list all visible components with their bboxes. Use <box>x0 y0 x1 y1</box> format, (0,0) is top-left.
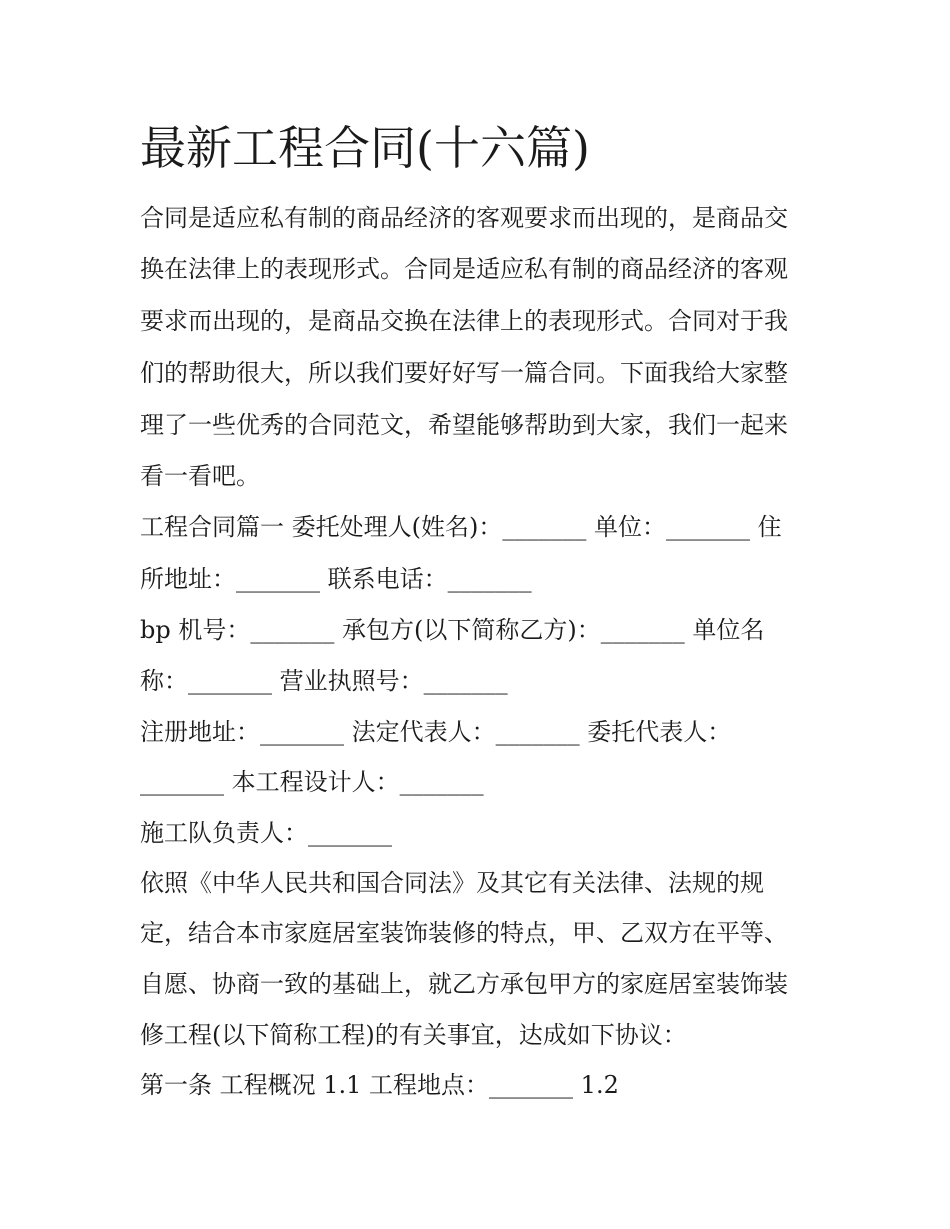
intro-line: 看一看吧。 <box>140 462 260 490</box>
party-line: 工程合同篇一 委托处理人(姓名)：_______ 单位：_______ 住 <box>140 513 782 541</box>
basis-line: 依照《中华人民共和国合同法》及其它有关法律、法规的规 <box>140 869 764 897</box>
document-title: 最新工程合同(十六篇) <box>140 121 590 175</box>
basis-line: 定，结合本市家庭居室装饰装修的特点，甲、乙双方在平等、 <box>140 919 788 947</box>
intro-line: 理了一些优秀的合同范文，希望能够帮助到大家，我们一起来 <box>140 411 788 439</box>
party-line: 称：_______ 营业执照号：_______ <box>140 667 508 695</box>
basis-line: 自愿、协商一致的基础上，就乙方承包甲方的家庭居室装饰装 <box>140 970 788 998</box>
intro-line: 要求而出现的，是商品交换在法律上的表现形式。合同对于我 <box>140 307 788 335</box>
intro-line: 们的帮助很大，所以我们要好好写一篇合同。下面我给大家整 <box>140 359 788 387</box>
article-one-line: 第一条 工程概况 1.1 工程地点：_______ 1.2 <box>140 1071 619 1099</box>
party-line: _______ 本工程设计人：_______ <box>140 768 484 796</box>
intro-line: 合同是适应私有制的商品经济的客观要求而出现的，是商品交 <box>140 204 788 232</box>
intro-line: 换在法律上的表现形式。合同是适应私有制的商品经济的客观 <box>140 255 788 283</box>
party-line: bp 机号：_______ 承包方(以下简称乙方)：_______ 单位名 <box>140 616 765 644</box>
party-line: 施工队负责人：_______ <box>140 819 392 847</box>
basis-line: 修工程(以下简称工程)的有关事宜，达成如下协议： <box>140 1021 687 1049</box>
party-line: 注册地址：_______ 法定代表人：_______ 委托代表人： <box>140 718 732 746</box>
party-line: 所地址：_______ 联系电话：_______ <box>140 565 532 593</box>
